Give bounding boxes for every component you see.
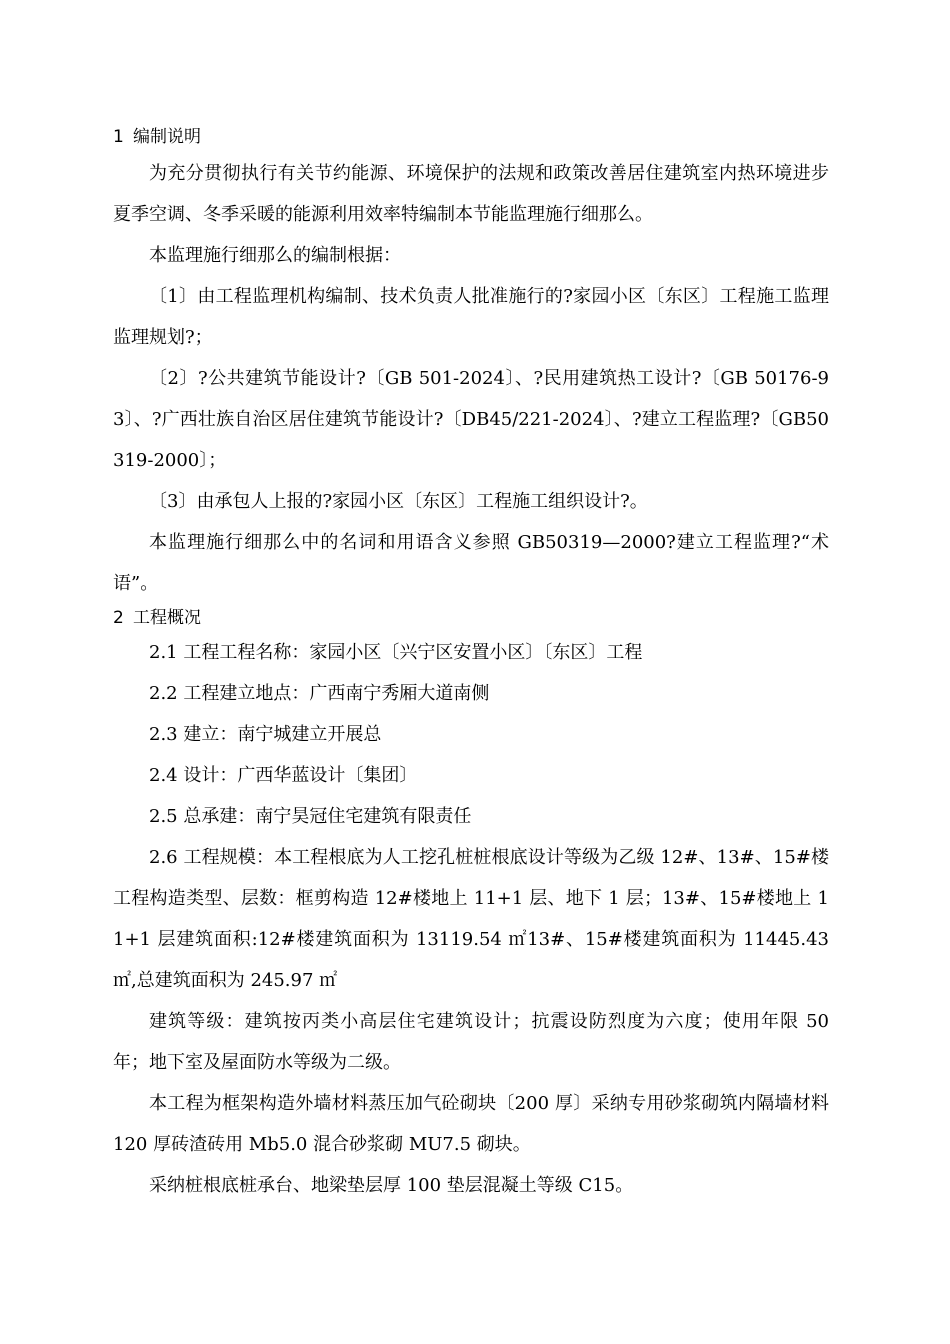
paragraph-basis-intro: 本监理施行细那么的编制根据：	[149, 245, 401, 266]
overview-item: 2.5 总承建：南宁昊冠住宅建筑有限责任	[149, 806, 472, 827]
overview-item: 2.1 工程工程名称：家园小区〔兴宁区安置小区〕〔东区〕工程	[149, 642, 643, 663]
section-heading-1	[113, 124, 829, 150]
paragraph-project-scale: 2.6 工程规模：本工程根底为人工挖孔桩桩根底设计等级为乙级 12#、13#、15#楼工程构造类型、层数：框剪构造 12#楼地上 11+1 层、地下 1 层；13#、15#楼地上 11+1 层建筑面积:12#楼建筑面积为 13119.54 ㎡13#、15#楼建筑面积为 11445.43㎡,总建筑面积为 245.97 ㎡	[113, 847, 829, 991]
overview-item: 2.3 建立：南宁城建立开展总	[149, 724, 382, 745]
section-number: 1	[113, 127, 124, 147]
paragraph-basis-1: 〔1〕由工程监理机构编制、技术负责人批准施行的?家园小区〔东区〕工程施工监理监理规划?；	[113, 286, 829, 348]
section-heading-2	[113, 605, 829, 631]
document-body	[113, 124, 829, 1206]
section-title: 工程概况	[133, 608, 201, 628]
section-title: 编制说明	[133, 127, 201, 147]
overview-item: 2.4 设计：广西华蓝设计〔集团〕	[149, 765, 418, 786]
paragraph-terms: 本监理施行细那么中的名词和用语含义参照 GB50319—2000?建立工程监理?“术语”。	[113, 532, 829, 594]
paragraph-building-grade: 建筑等级：建筑按丙类小高层住宅建筑设计；抗震设防烈度为六度；使用年限 50 年；地下室及屋面防水等级为二级。	[113, 1011, 829, 1073]
paragraph-basis-2: 〔2〕?公共建筑节能设计?〔GB 501-2024〕、?民用建筑热工设计?〔GB 50176-93〕、?广西壮族自治区居住建筑节能设计?〔DB45/221-2024〕、?建立工程监理?〔GB50319-2000〕；	[113, 368, 829, 471]
overview-item: 2.2 工程建立地点：广西南宁秀厢大道南侧	[149, 683, 490, 704]
paragraph-basis-3: 〔3〕由承包人上报的?家园小区〔东区〕工程施工组织设计?。	[149, 491, 648, 512]
paragraph-wall-materials: 本工程为框架构造外墙材料蒸压加气砼砌块〔200 厚〕采纳专用砂浆砌筑内隔墙材料 120 厚砖渣砖用 Mb5.0 混合砂浆砌 MU7.5 砌块。	[113, 1093, 829, 1155]
section-number: 2	[113, 608, 124, 628]
paragraph-purpose: 为充分贯彻执行有关节约能源、环境保护的法规和政策改善居住建筑室内热环境进步夏季空调、冬季采暖的能源利用效率特编制本节能监理施行细那么。	[113, 163, 829, 225]
paragraph-foundation: 采纳桩根底桩承台、地梁垫层厚 100 垫层混凝土等级 C15。	[149, 1175, 634, 1196]
